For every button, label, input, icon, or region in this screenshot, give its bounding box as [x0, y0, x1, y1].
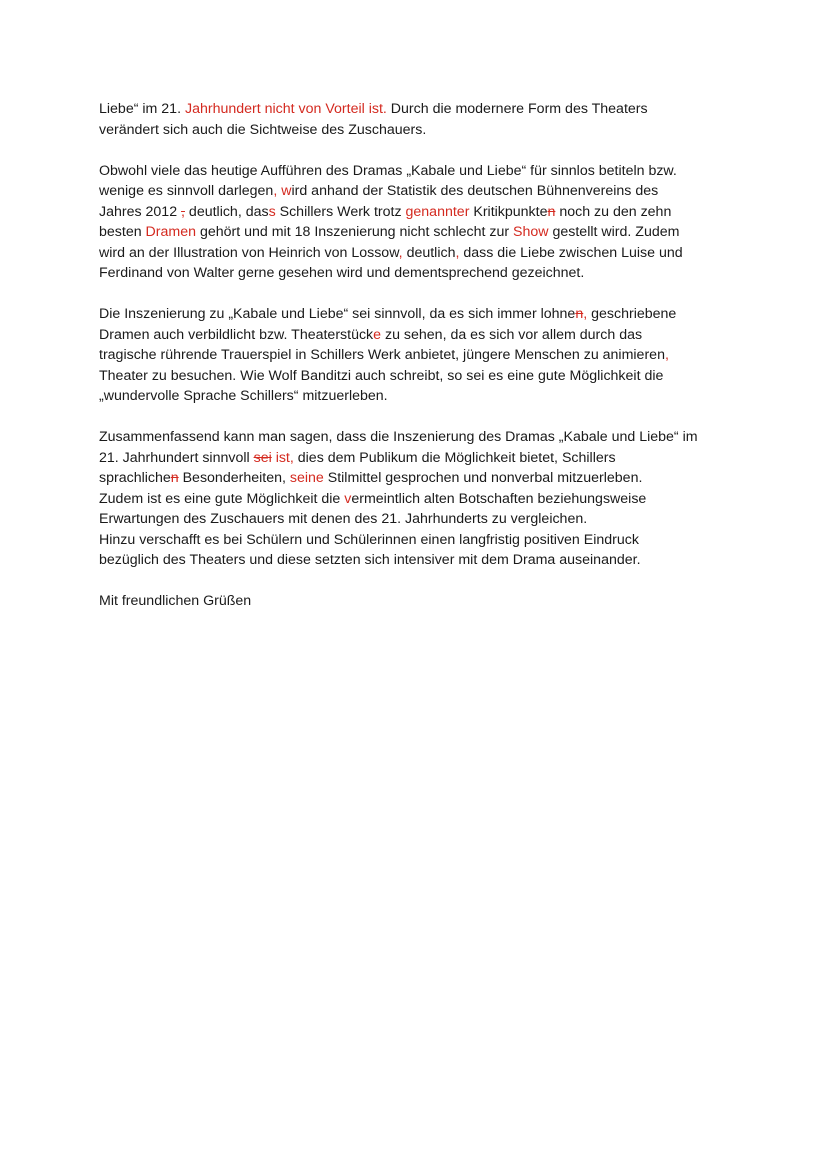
- text-segment: Mit freundlichen Grüßen: [99, 593, 252, 609]
- text-segment: Liebe“ im 21.: [99, 101, 185, 117]
- text-segment: gehört und mit 18 Inszenierung nicht schlecht zur: [196, 224, 514, 240]
- text-segment: Jahres 2012: [99, 203, 182, 220]
- text-line: [99, 325, 739, 346]
- text-line: [99, 366, 739, 387]
- correction-insertion: Show: [513, 224, 549, 240]
- text-segment: Durch die modernere Form des Theaters: [386, 101, 648, 117]
- text-segment: verändert sich auch die Sichtweise des Zuschauers.: [99, 121, 427, 138]
- text-segment: Hinzu verschafft es bei Schülern und Schülerinnen einen langfristig positiven Eindruck: [99, 531, 639, 548]
- correction-deletion: sei: [253, 449, 272, 466]
- correction-insertion: v: [344, 490, 352, 507]
- text-segment: tragische rührende Trauerspiel in Schillers Werk anbietet, jüngere Menschen zu animieren: [99, 347, 665, 363]
- text-segment: deutlich, das: [184, 203, 269, 220]
- correction-insertion: ,: [398, 244, 403, 261]
- text-segment: zu sehen, da es sich vor allem durch das: [381, 326, 643, 343]
- text-segment: ermeintlich alten Botschaften beziehungsweise: [351, 490, 647, 507]
- document-body: [99, 99, 739, 612]
- text-segment: Kritikpunkte: [469, 203, 548, 220]
- text-line: [99, 222, 739, 243]
- correction-insertion: e: [373, 326, 382, 343]
- correction-insertion: Jahrhundert nicht von Vorteil ist.: [184, 101, 387, 117]
- text-line: [99, 489, 739, 510]
- paragraph: [99, 427, 739, 571]
- text-segment: Zudem ist es eine gute Möglichkeit die: [99, 490, 345, 507]
- text-segment: Obwohl viele das heutige Aufführen des Dramas „Kabale und Liebe“ für sinnlos betiteln bzw.: [99, 162, 677, 179]
- text-segment: gestellt wird. Zudem: [548, 224, 680, 240]
- correction-insertion: ,: [664, 347, 669, 363]
- text-segment: Theater zu besuchen. Wie Wolf Banditzi auch schreibt, so sei es eine gute Möglichkeit die: [99, 367, 664, 384]
- text-segment: Zusammenfassend kann man sagen, dass die Inszenierung des Dramas „Kabale und Liebe“ im: [99, 429, 698, 445]
- text-line: [99, 345, 739, 366]
- text-segment: „wundervolle Sprache Schillers“ mitzuerleben.: [99, 388, 388, 404]
- text-segment: wird an der Illustration von Heinrich von Lossow: [99, 244, 399, 261]
- correction-deletion: n: [170, 470, 179, 486]
- text-line: [99, 243, 739, 264]
- correction-insertion: ,: [583, 306, 588, 322]
- correction-deletion: n: [575, 306, 584, 322]
- text-segment: Stilmittel gesprochen und nonverbal mitzuerleben.: [323, 470, 643, 486]
- text-segment: Ferdinand von Walter gerne gesehen wird und dementsprechend gezeichnet.: [99, 265, 585, 281]
- text-line: [99, 386, 739, 407]
- text-line: [99, 427, 739, 448]
- text-line: [99, 468, 739, 489]
- text-segment: bezüglich des Theaters und diese setzten sich intensiver mit dem Drama auseinander.: [99, 552, 641, 568]
- correction-insertion: ,: [455, 244, 460, 261]
- correction-insertion: w: [281, 183, 292, 199]
- text-line: [99, 304, 739, 325]
- text-segment: Dramen auch verbildlicht bzw. Theaterstück: [99, 326, 374, 343]
- text-segment: besten: [99, 224, 146, 240]
- text-line: [99, 161, 739, 182]
- text-line: [99, 263, 739, 284]
- correction-deletion: ,: [181, 203, 185, 220]
- text-segment: wenige es sinnvoll darlegen: [99, 183, 274, 199]
- text-line: [99, 99, 739, 120]
- text-line: [99, 448, 739, 469]
- text-segment: dass die Liebe zwischen Luise und: [459, 244, 683, 261]
- correction-insertion: ,: [273, 183, 278, 199]
- text-line: [99, 550, 739, 571]
- text-segment: Erwartungen des Zuschauers mit denen des 21. Jahrhunderts zu vergleichen.: [99, 511, 588, 527]
- text-segment: noch zu den zehn: [555, 203, 672, 220]
- text-segment: Schillers Werk trotz: [275, 203, 406, 220]
- text-line: [99, 120, 739, 141]
- text-segment: sprachliche: [99, 470, 171, 486]
- correction-insertion: genannter: [405, 203, 470, 220]
- paragraph: [99, 304, 739, 407]
- text-line: [99, 530, 739, 551]
- text-line: [99, 181, 739, 202]
- text-segment: 21. Jahrhundert sinnvoll: [99, 449, 254, 466]
- text-line: [99, 591, 739, 612]
- text-segment: Die Inszenierung zu „Kabale und Liebe“ sei sinnvoll, da es sich immer lohne: [99, 306, 576, 322]
- paragraph: [99, 161, 739, 284]
- correction-deletion: n: [547, 203, 556, 220]
- paragraph: [99, 99, 739, 140]
- correction-insertion: ist,: [275, 449, 294, 466]
- correction-insertion: Dramen: [145, 224, 197, 240]
- document-page: [99, 99, 739, 632]
- text-line: [99, 202, 739, 223]
- text-segment: ird anhand der Statistik des deutschen Bühnenvereins des: [291, 183, 659, 199]
- text-segment: dies dem Publikum die Möglichkeit bietet, Schillers: [293, 449, 616, 466]
- text-segment: geschriebene: [587, 306, 677, 322]
- text-segment: deutlich: [402, 244, 456, 261]
- correction-insertion: s: [268, 203, 276, 220]
- paragraph: [99, 591, 739, 612]
- text-segment: Besonderheiten,: [178, 470, 290, 486]
- correction-insertion: seine: [289, 470, 324, 486]
- text-line: [99, 509, 739, 530]
